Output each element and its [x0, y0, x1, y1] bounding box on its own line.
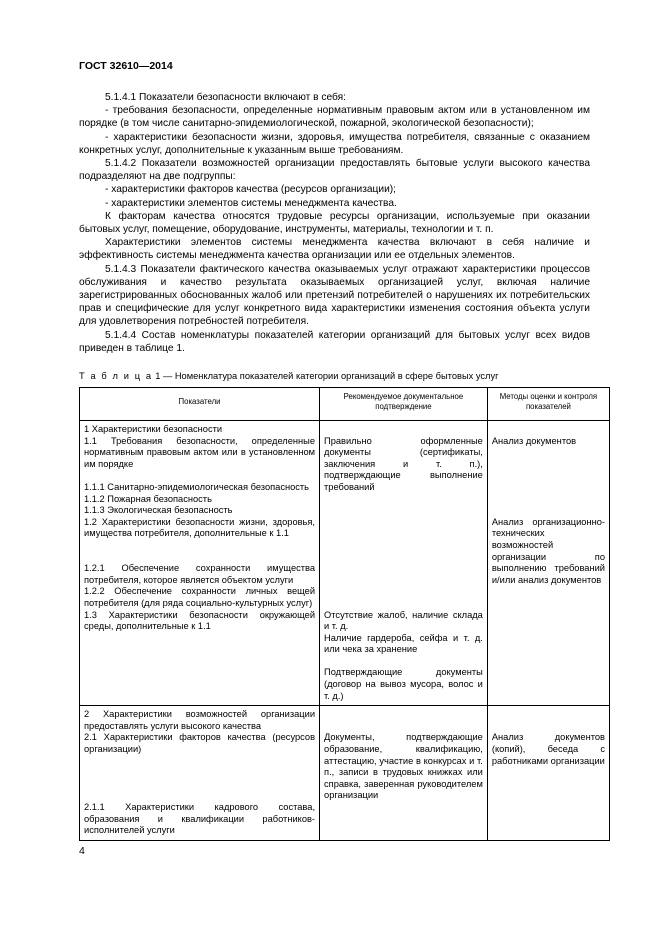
paragraph: Характеристики элементов системы менеджмента качества включают в себя наличие и эффективность системы менеджмента качества организации или ее отдельных элементов.	[79, 237, 590, 262]
column-header-methods: Методы оценки и контроля показателей	[487, 388, 609, 421]
paragraph: 5.1.4.2 Показатели возможностей организации предоставлять бытовые услуги высокого качества подразделяют на две подгруппы:	[79, 158, 590, 183]
table-cell	[80, 706, 320, 841]
paragraph: - характеристики элементов системы менеджмента качества.	[105, 197, 397, 209]
indicators-table	[79, 387, 610, 841]
table-cell	[320, 421, 488, 706]
cell-text: Анализ документов Анализ организационно-технических возможностей организации по выполнению требований и/или анализ документов	[491, 435, 605, 585]
table-cell	[80, 421, 320, 706]
column-header-indicators: Показатели	[80, 388, 320, 421]
paragraph: - характеристики безопасности жизни, здоровья, имущества потребителя, связанные с оказанием конкретных услуг, дополнительные к указанным выше требованиям.	[79, 131, 590, 156]
table-cell	[487, 706, 609, 841]
table-cell	[487, 421, 609, 706]
column-header-documentation: Рекомендуемое документальное подтверждение	[320, 388, 488, 421]
cell-text: Правильно оформленные документы (сертификаты, заключения и т. п.), подтверждающие выполнение требований Отсутствие жалоб, наличие склада и т. д. Наличие гардероба, сейфа и т. д. или чека за хранение Подтверждающие документы (договор на вывоз мусора, волос и т. д.)	[324, 435, 483, 701]
cell-text: 2 Характеристики возможностей организации предоставлять услуги высокого качества 2.1 Характеристики факторов качества (ресурсов организации) 2.1.1 Характеристики кадрового состава, образования и квалификации работников-исполнителей услуги	[84, 709, 316, 836]
paragraph: 5.1.4.3 Показатели фактического качества оказываемых услуг отражают характеристики процессов обслуживания и качество результата оказываемых организацией услуг, включая наличие зарегистрированных обоснованных жалоб или претензий потребителей о нарушениях их потребительских прав и специфические для услуг конкретного вида характеристики изменения состояния объекта услуги для удовлетворения потребностей потребителя.	[79, 263, 590, 328]
page-number: 4	[79, 845, 85, 857]
body-text	[79, 91, 590, 355]
paragraph: - требования безопасности, определенные нормативным правовым актом или в установленном им порядке (в том числе санитарно-эпидемиологической, пожарной, экологической безопасности);	[79, 105, 590, 130]
table-row	[80, 421, 610, 706]
table-cell	[320, 706, 488, 841]
paragraph: 5.1.4.1 Показатели безопасности включают в себя:	[105, 92, 346, 103]
table-caption	[79, 371, 499, 381]
table-caption-label: Т а б л и ц а	[79, 371, 153, 381]
table-row	[80, 706, 610, 841]
cell-text: Документы, подтверждающие образование, квалификацию, аттестацию, участие в конкурсах и т. п., записи в трудовых книжках или справка, заверенная руководителем организации	[324, 732, 483, 801]
cell-text: Анализ документов (копий), беседа с работниками организации	[491, 732, 605, 766]
cell-text: 1 Характеристики безопасности 1.1 Требования безопасности, определенные нормативным правовым актом или в установленном им порядке 1.1.1 Санитарно-эпидемиологическая безопасность 1.1.2 Пожарная безопасность 1.1.3 Экологическая безопасность 1.2 Характеристики безопасности жизни, здоровья, имущества потребителя, дополнительные к 1.1 1.2.1 Обеспечение сохранности имущества потребителя, которое является объектом услуги 1.2.2 Обеспечение сохранности личных вещей потребителя (для ряда социально-культурных услуг) 1.3 Характеристики безопасности окружающей среды, дополнительные к 1.1	[84, 424, 316, 632]
paragraph: К факторам качества относятся трудовые ресурсы организации, используемые при оказании бытовых услуг, помещение, оборудование, инструменты, материалы, технологии и т. п.	[79, 210, 590, 236]
paragraph: - характеристики факторов качества (ресурсов организации);	[105, 184, 396, 196]
table-caption-text: 1 — Номенклатура показателей категории организаций в сфере бытовых услуг	[155, 371, 499, 381]
paragraph: 5.1.4.4 Состав номенклатуры показателей категории организаций для бытовых услуг всех видов приведен в таблице 1.	[79, 329, 590, 354]
table-header-row	[80, 388, 610, 421]
document-code: ГОСТ 32610—2014	[79, 60, 173, 72]
